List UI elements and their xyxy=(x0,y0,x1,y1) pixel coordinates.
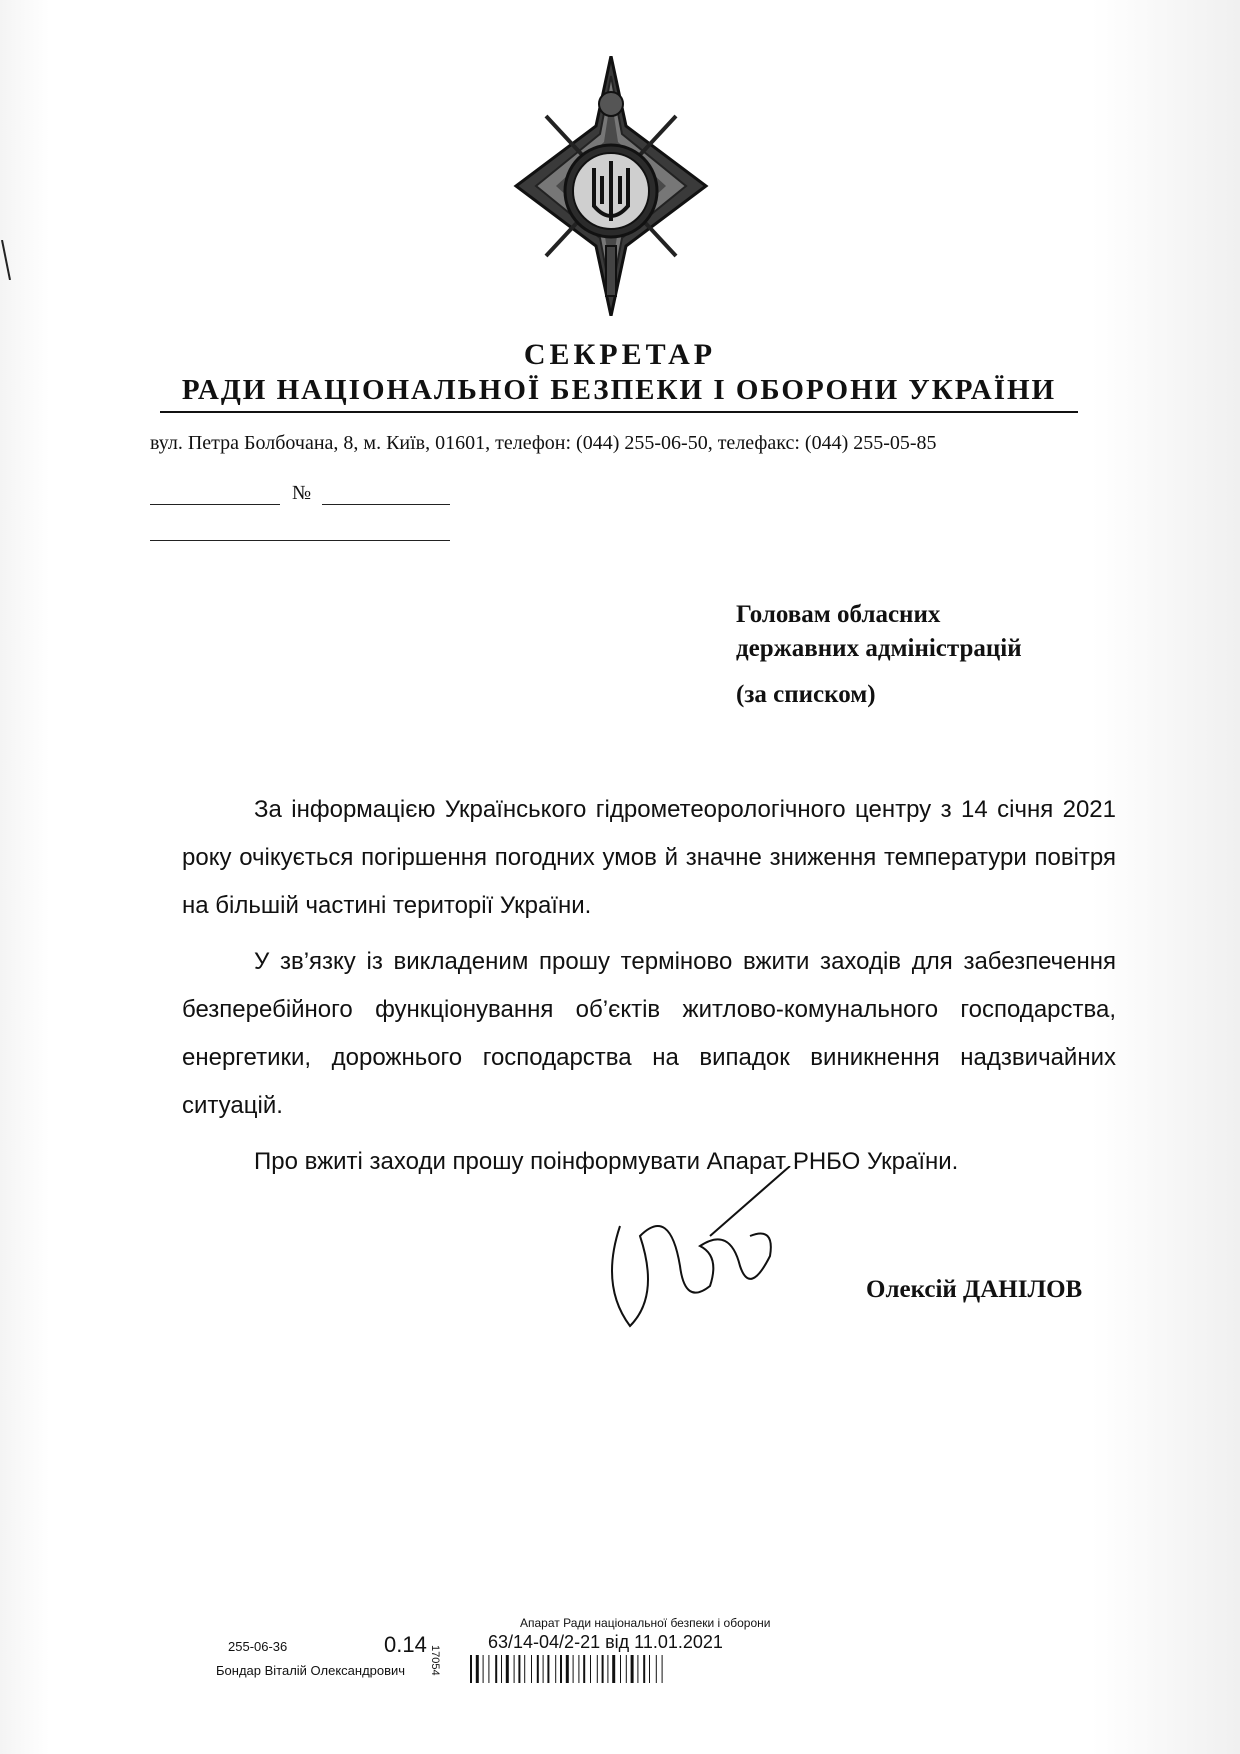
addressee-block xyxy=(736,598,1022,712)
page-edge-mark xyxy=(0,240,14,280)
letter-body xyxy=(182,786,1116,1194)
addressee-line2: державних адміністрацій xyxy=(736,635,1022,662)
addressee-line1: Головам обласних xyxy=(736,601,941,628)
signer-name: Олексій ДАНІЛОВ xyxy=(866,1276,1083,1303)
footer-registration-number: 63/14-04/2-21 від 11.01.2021 xyxy=(488,1632,723,1652)
footer-phone: 255-06-36 xyxy=(228,1639,288,1654)
reg-ref-line xyxy=(150,540,450,541)
handwritten-signature xyxy=(600,1166,800,1336)
footer-code: 0.14 xyxy=(384,1632,427,1657)
footer-vertical-code: 17054 xyxy=(429,1645,441,1676)
title-council: РАДИ НАЦІОНАЛЬНОЇ БЕЗПЕКИ І ОБОРОНИ УКРАЇНИ xyxy=(160,374,1078,413)
body-paragraph-1: За інформацією Українського гідрометеорологічного центру з 14 січня 2021 року очікується погіршення погодних умов й значне зниження температури повітря на більшій частині території України. xyxy=(182,796,1116,919)
reg-number-line xyxy=(322,504,450,505)
footer-organization: Апарат Ради національної безпеки і оборони xyxy=(520,1616,771,1630)
title-secretary: СЕКРЕТАР xyxy=(523,338,717,371)
addressee-note: (за списком) xyxy=(736,681,876,708)
header-address: вул. Петра Болбочана, 8, м. Київ, 01601, телефон: (044) 255-06-50, телефакс: (044) 255-05-85 xyxy=(150,432,937,454)
body-paragraph-2: У зв’язку із викладеним прошу терміново вжити заходів для забезпечення безперебійного функціонування об’єктів житлово-комунального господарства, енергетики, дорожнього господарства на випадок виникнення надзвичайних ситуацій. xyxy=(182,948,1116,1119)
nsdc-emblem-icon xyxy=(486,56,736,316)
footer-executor: Бондар Віталій Олександрович xyxy=(216,1663,406,1678)
reg-number-sign: № xyxy=(292,482,312,504)
reg-date-line xyxy=(150,504,280,505)
barcode-icon xyxy=(470,1655,778,1683)
body-paragraph-3: Про вжиті заходи прошу поінформувати Апарат РНБО України. xyxy=(254,1148,959,1175)
